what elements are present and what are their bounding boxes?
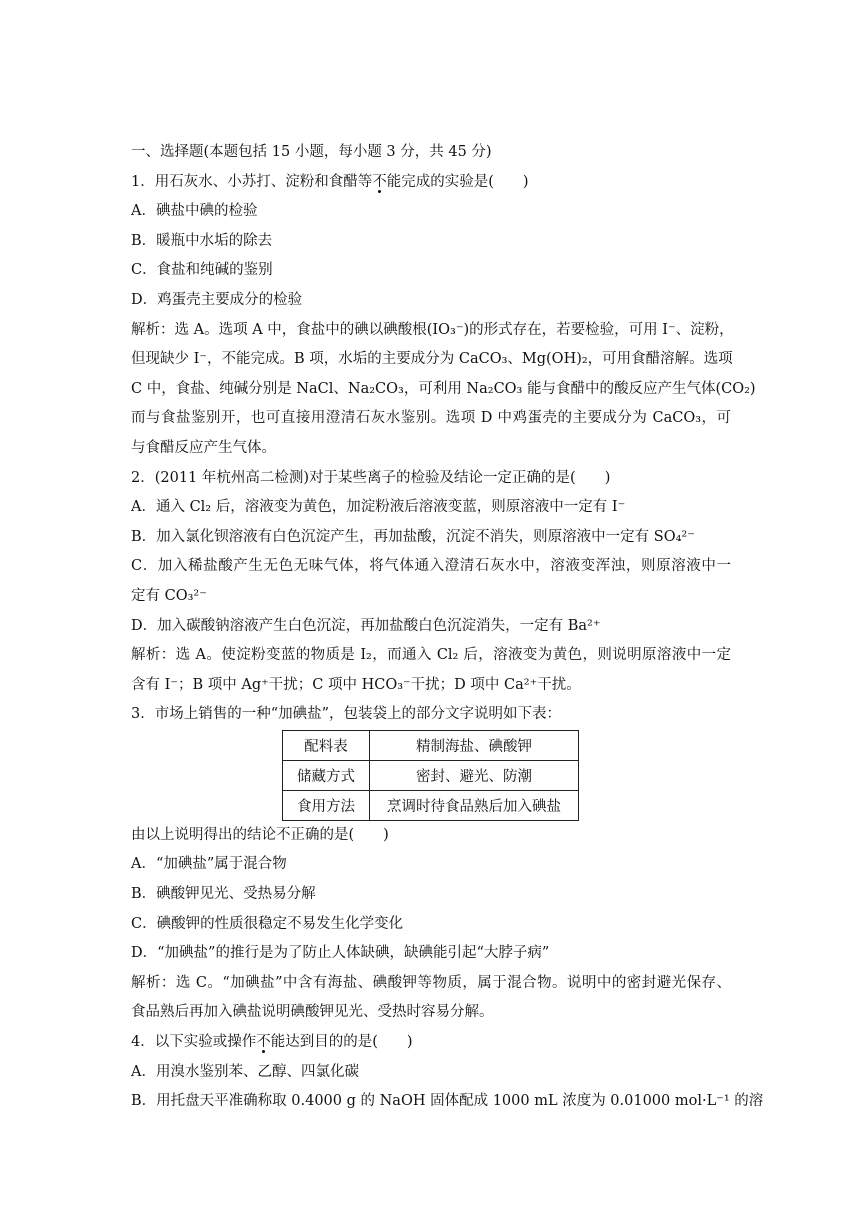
table-row xyxy=(283,730,579,760)
q2-analysis-line: 解析：选 A。使淀粉变蓝的物质是 I₂，而通入 Cl₂ 后，溶液变为黄色，则说明原溶液中一定 xyxy=(131,647,731,664)
q3-option-a: A．“加碘盐”属于混合物 xyxy=(131,856,287,873)
q2-option-d: D．加入碳酸钠溶液产生白色沉淀，再加盐酸白色沉淀消失，一定有 Ba²⁺ xyxy=(131,617,601,634)
emphasis-not: 不 xyxy=(372,173,387,190)
q3-analysis-line: 解析：选 C。“加碘盐”中含有海盐、碘酸钾等物质，属于混合物。说明中的密封避光保存、 xyxy=(131,974,731,991)
q3-option-c: C．碘酸钾的性质很稳定不易发生化学变化 xyxy=(131,915,404,932)
q4-option-a: A．用溴水鉴别苯、乙醇、四氯化碳 xyxy=(131,1063,359,1080)
table-cell-value: 烹调时待食品熟后加入碘盐 xyxy=(370,790,579,820)
q4-option-b: B．用托盘天平准确称取 0.4000 g 的 NaOH 固体配成 1000 mL 浓度为 0.01000 mol·L⁻¹ 的溶 xyxy=(131,1093,764,1110)
q1-option-d: D．鸡蛋壳主要成分的检验 xyxy=(131,291,303,308)
table-cell-key: 配料表 xyxy=(283,730,370,760)
q2-option-b: B．加入氯化钡溶液有白色沉淀产生，再加盐酸，沉淀不消失，则原溶液中一定有 SO₄²⁻ xyxy=(131,528,695,545)
q1-analysis-line: 解析：选 A。选项 A 中，食盐中的碘以碘酸根(IO₃⁻)的形式存在，若要检验，可用 I⁻、淀粉， xyxy=(131,321,734,338)
emphasis-not: 不 xyxy=(256,1034,271,1051)
q1-analysis-line: C 中，食盐、纯碱分别是 NaCl、Na₂CO₃，可利用 Na₂CO₃ 能与食醋中的酸反应产生气体(CO₂) xyxy=(131,380,756,397)
table-cell-value: 精制海盐、碘酸钾 xyxy=(370,730,579,760)
q1-option-b: B．暖瓶中水垢的除去 xyxy=(131,232,273,249)
q4-stem: 4．以下实验或操作不能达到目的的是( ) xyxy=(131,1034,413,1051)
q2-option-a: A．通入 Cl₂ 后，溶液变为黄色，加淀粉液后溶液变蓝，则原溶液中一定有 I⁻ xyxy=(131,499,626,516)
q1-analysis-line: 与食醋反应产生气体。 xyxy=(131,439,276,456)
q2-option-c-cont: 定有 CO₃²⁻ xyxy=(131,587,207,604)
q3-option-d: D．“加碘盐”的推行是为了防止人体缺碘，缺碘能引起“大脖子病” xyxy=(131,945,550,962)
document-body xyxy=(131,138,764,1117)
q2-analysis-line: 含有 I⁻；B 项中 Ag⁺干扰；C 项中 HCO₃⁻干扰；D 项中 Ca²⁺干扰。 xyxy=(131,676,581,693)
table-cell-value: 密封、避光、防潮 xyxy=(370,760,579,790)
salt-label-table xyxy=(282,730,579,821)
q3-option-b: B．碘酸钾见光、受热易分解 xyxy=(131,886,316,903)
q3-question: 由以上说明得出的结论不正确的是( ) xyxy=(131,826,389,843)
table-row xyxy=(283,790,579,820)
q1-analysis-line: 而与食盐鉴别开，也可直接用澄清石灰水鉴别。选项 D 中鸡蛋壳的主要成分为 CaCO₃，可 xyxy=(131,410,731,427)
q1-stem: 1．用石灰水、小苏打、淀粉和食醋等不能完成的实验是( ) xyxy=(131,173,529,190)
table-cell-key: 食用方法 xyxy=(283,790,370,820)
q1-option-a: A．碘盐中碘的检验 xyxy=(131,203,258,220)
q3-analysis-line: 食品熟后再加入碘盐说明碘酸钾见光、受热时容易分解。 xyxy=(131,1004,494,1021)
table-row xyxy=(283,760,579,790)
q1-option-c: C．食盐和纯碱的鉴别 xyxy=(131,262,273,279)
q1-analysis-line: 但现缺少 I⁻，不能完成。B 项，水垢的主要成分为 CaCO₃、Mg(OH)₂，可用食醋溶解。选项 xyxy=(131,351,733,368)
table-cell-key: 储藏方式 xyxy=(283,760,370,790)
q2-stem: 2．(2011 年杭州高二检测)对于某些离子的检验及结论一定正确的是( ) xyxy=(131,469,611,486)
q2-option-c: C．加入稀盐酸产生无色无味气体，将气体通入澄清石灰水中，溶液变浑浊，则原溶液中一 xyxy=(131,558,731,575)
section-title: 一、选择题(本题包括 15 小题，每小题 3 分，共 45 分) xyxy=(131,144,492,160)
q3-stem: 3．市场上销售的一种“加碘盐”，包装袋上的部分文字说明如下表： xyxy=(131,706,562,723)
